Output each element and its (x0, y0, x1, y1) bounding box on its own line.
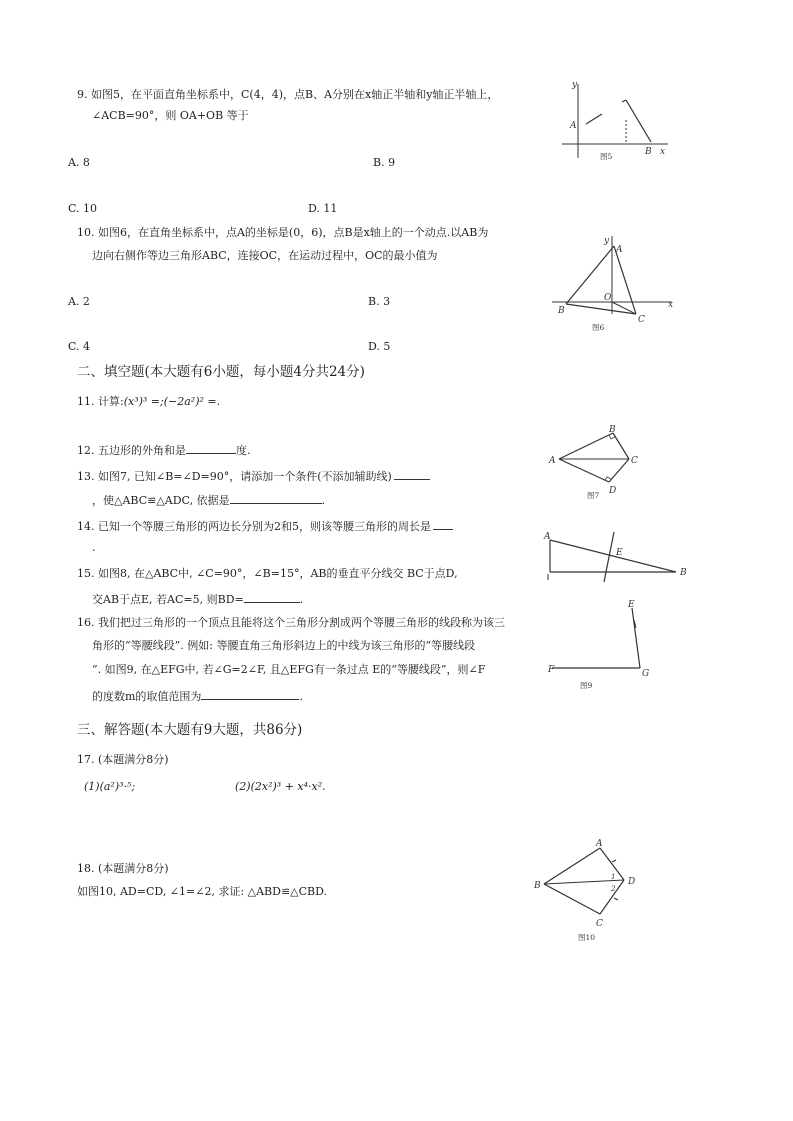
q10-option-b: B. 3 (368, 295, 391, 308)
fig8-label-e: E (616, 548, 623, 558)
fig6-label-b: B (558, 306, 565, 316)
fig6-label-y: y (604, 236, 610, 246)
q9-option-b: B. 9 (373, 156, 396, 169)
q9-line2: ∠ACB=90°，则 OA+OB 等于 (92, 109, 249, 122)
fig7-label-c: C (631, 456, 638, 466)
q15-line2 (92, 591, 303, 607)
fig5-label-x: x (660, 147, 666, 157)
q15-line2-text: 交AB于点E, 若AC=5, 则BD= (92, 593, 244, 606)
fig8-label-a: A (544, 532, 551, 542)
fig10-label-a: A (596, 839, 603, 849)
q14-line1 (77, 518, 453, 534)
fig10-label-d: D (628, 877, 636, 887)
fig10-caption: 图10 (578, 933, 596, 942)
section-2-heading: 二、填空题(本大题有6小题，每小题4分共24分) (77, 364, 365, 380)
q13-condition-blank[interactable] (394, 468, 430, 480)
q11-prefix: 11. 计算: (77, 395, 124, 408)
q16-line4-end: . (299, 690, 303, 703)
fig10-label-2: 2 (611, 885, 616, 893)
q13-line1-text: 13. 如图7, 已知∠B=∠D=90°，请添加一个条件(不添加辅助线) (77, 470, 392, 483)
fig9-label-e: E (628, 600, 635, 610)
q15-line1: 15. 如图8, 在△ABC中, ∠C=90°，∠B=15°，AB的垂直平分线交 BC于点D, (77, 567, 458, 580)
q13-line2-text: ，使△ABC≌△ADC, 依据是 (92, 494, 230, 507)
q13-reason-blank[interactable] (230, 492, 322, 504)
figure-6 (548, 232, 678, 334)
q15-line2-end: . (299, 593, 304, 606)
fig10-label-1: 1 (611, 873, 616, 881)
figure-7 (545, 422, 645, 502)
figure-5 (560, 78, 675, 163)
q18-title: 18. (本题满分8分) (77, 862, 169, 875)
q10-option-a: A. 2 (68, 295, 90, 308)
fig5-label-b: B (645, 147, 652, 157)
fig7-label-a: A (549, 456, 556, 466)
q11-expr2: ;(−2a²)² = (160, 395, 217, 408)
figure-9 (548, 598, 658, 693)
q16-line2: 角形的“等腰线段”. 例如: 等腰直角三角形斜边上的中线为该三角形的“等腰线段 (92, 639, 476, 652)
q9-option-d: D. 11 (308, 202, 338, 215)
q16-line4-text: 的度数m的取值范围为 (92, 690, 202, 703)
q9-option-a: A. 8 (68, 156, 90, 169)
q10-option-c: C. 4 (68, 340, 91, 353)
fig9-label-f: F (548, 665, 555, 675)
fig5-label-y: y (572, 80, 578, 90)
fig10-label-c: C (596, 919, 603, 929)
fig9-label-g: G (642, 669, 650, 679)
fig7-caption: 图7 (587, 491, 600, 500)
q12-prefix: 12. 五边形的外角和是 (77, 444, 186, 457)
fig6-label-o: O (604, 293, 612, 303)
q12-answer-blank[interactable] (186, 442, 236, 454)
q17-part2: (2)(2x²)³ + x⁴·x². (235, 780, 326, 793)
fig6-label-c: C (638, 315, 645, 325)
fig6-caption: 图6 (592, 323, 605, 332)
q14-line1-text: 14. 已知一个等腰三角形的两边长分别为2和5，则该等腰三角形的周长是 (77, 520, 431, 533)
fig5-caption: 图5 (600, 152, 613, 161)
q18-body: 如图10, AD=CD, ∠1=∠2, 求证: △ABD≌△CBD. (77, 885, 328, 898)
q16-answer-blank[interactable] (201, 688, 299, 700)
q11-end: . (216, 395, 221, 408)
q11-expr1: (x³)³ = (123, 395, 161, 408)
q10-option-d: D. 5 (368, 340, 391, 353)
fig6-label-a: A (616, 245, 623, 255)
q13-line1 (77, 468, 430, 484)
q10-line2: 边向右侧作等边三角形ABC，连接OC，在运动过程中，OC的最小值为 (92, 249, 438, 262)
section-3-heading: 三、解答题(本大题有9大题，共86分) (77, 722, 303, 738)
q16-line3: ”. 如图9, 在△EFG中, 若∠G=2∠F, 且△EFG有一条过点 E的“等腰线段”，则∠F (92, 663, 486, 676)
fig8-label-b: B (680, 568, 687, 578)
q9-option-c: C. 10 (68, 202, 98, 215)
q10-line1: 10. 如图6，在直角坐标系中，点A的坐标是(0，6)，点B是x轴上的一个动点.以AB为 (77, 226, 489, 239)
q14-answer-blank[interactable] (433, 518, 453, 530)
figure-8 (540, 530, 700, 590)
q17-part1: (1)(a²)³·⁵; (84, 780, 136, 793)
q17-title: 17. (本题满分8分) (77, 753, 169, 766)
q15-answer-blank[interactable] (244, 591, 300, 603)
q13-line2-end: . (321, 494, 326, 507)
q12-suffix: 度. (236, 444, 251, 457)
q16-line1: 16. 我们把过三角形的一个顶点且能将这个三角形分割成两个等腰三角形的线段称为该三 (77, 616, 505, 629)
q9-line1: 9. 如图5，在平面直角坐标系中，C(4，4)，点B、A分别在x轴正半轴和y轴正半轴上， (77, 88, 499, 101)
fig7-label-d: D (609, 486, 617, 496)
q12 (77, 442, 251, 458)
fig9-caption: 图9 (580, 681, 593, 690)
fig5-label-a: A (570, 121, 577, 131)
fig7-label-b: B (609, 425, 616, 435)
q13-line2 (92, 492, 325, 508)
figure-10 (530, 836, 650, 946)
q16-line4 (92, 688, 303, 704)
fig6-label-x: x (668, 300, 674, 310)
q14-line2: . (92, 541, 96, 554)
fig10-label-b: B (534, 881, 541, 891)
q11 (77, 395, 220, 409)
